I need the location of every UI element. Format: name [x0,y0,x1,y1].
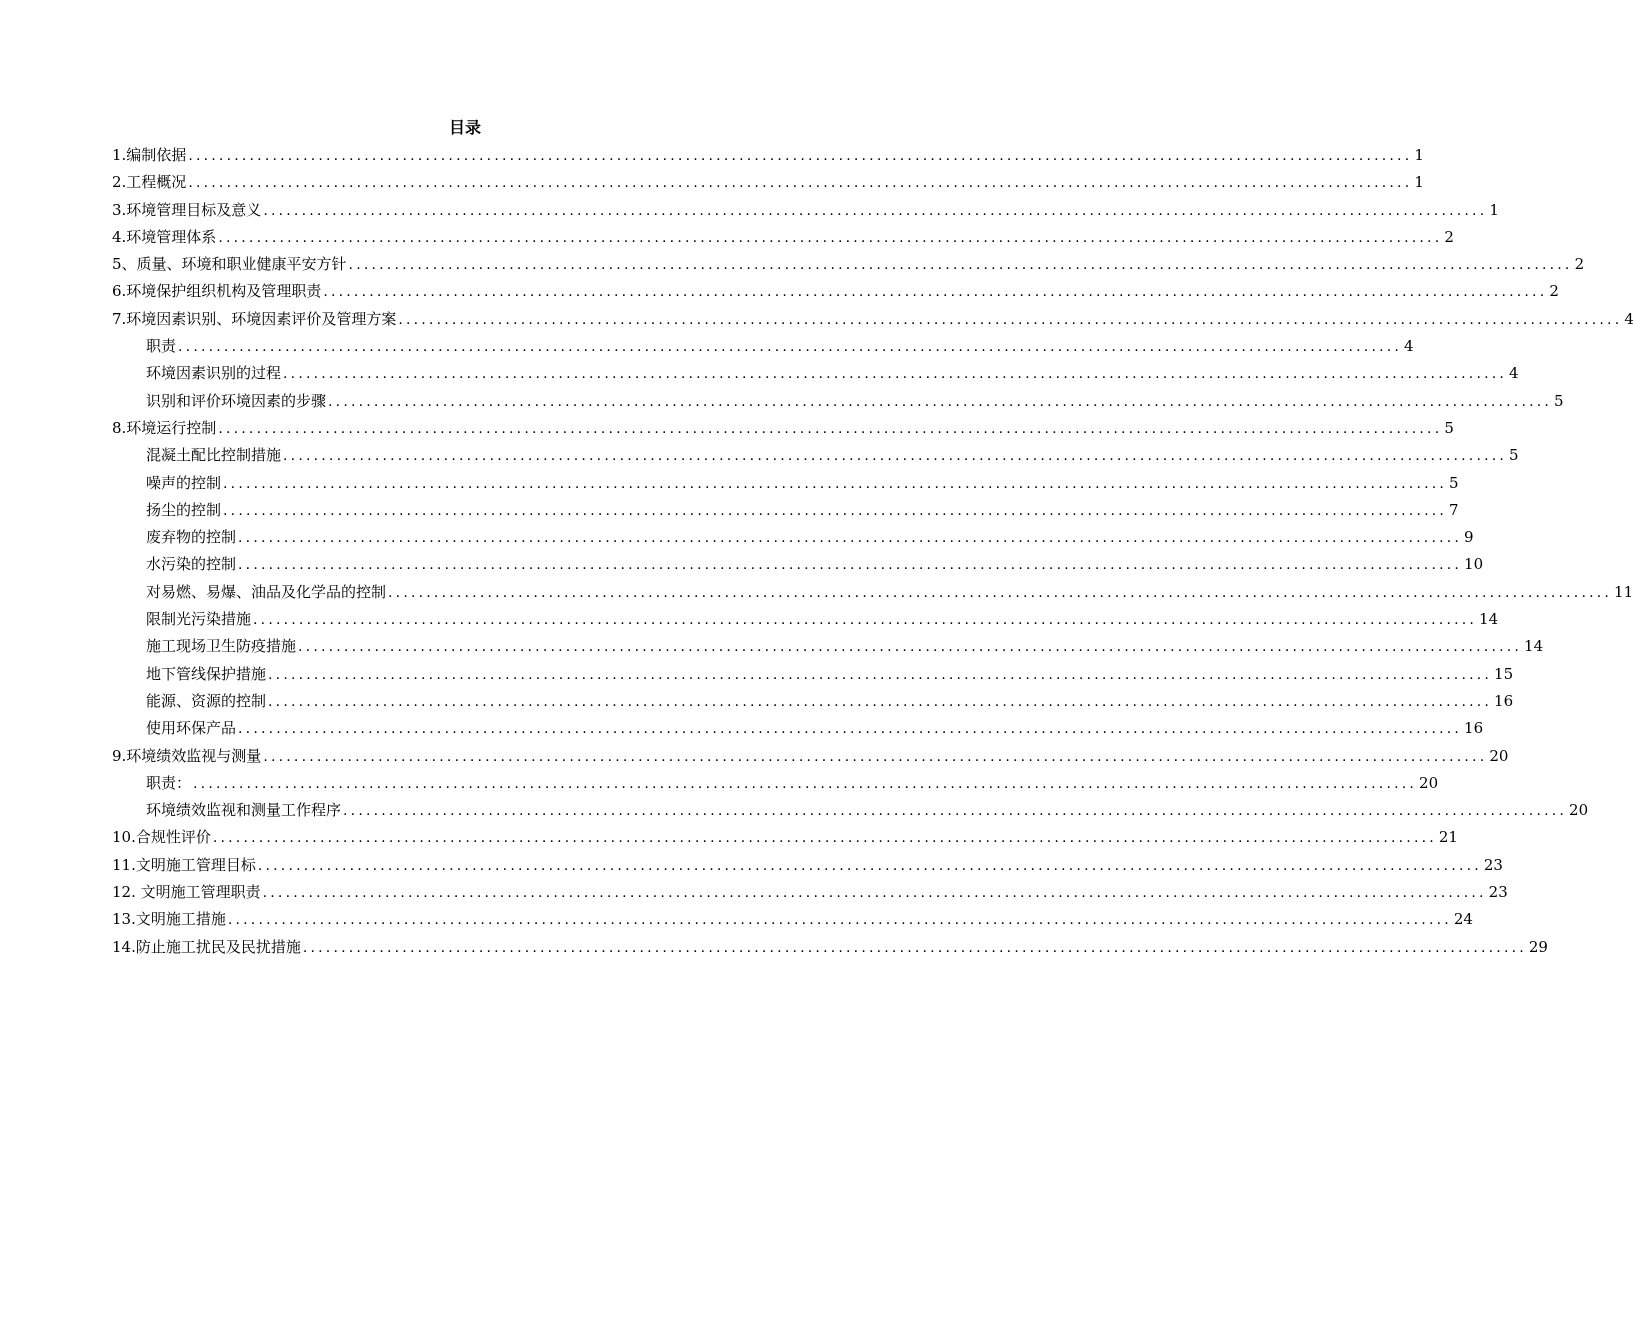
toc-entry-label: 环境绩效监视和测量工作程序 [146,801,342,820]
toc-entry-page-number: 5 [1444,418,1454,437]
toc-entry-label: 噪声的控制 [146,473,222,492]
toc-dot-leader: ................................................................................................................................................................ [328,393,1553,410]
toc-entry[interactable] [112,388,1564,415]
toc-entry-label: 废弃物的控制 [146,528,237,547]
toc-entry-label: 职责： [146,773,192,792]
toc-dot-leader: ................................................................................................................................................................ [253,612,1478,629]
toc-dot-leader: ................................................................................................................................................................ [178,339,1403,356]
toc-entry-label: 13.文明施工措施 [112,910,226,929]
toc-dot-leader: ................................................................................................................................................................ [223,502,1448,519]
toc-entry[interactable] [112,579,1634,606]
toc-dot-leader: ................................................................................................................................................................ [268,666,1493,683]
toc-entry-page-number: 4 [1404,337,1414,356]
toc-dot-leader: ................................................................................................................................................................ [218,229,1443,246]
toc-entry[interactable] [112,879,1508,906]
toc-entry-label: 扬尘的控制 [146,500,222,519]
toc-dot-leader: ................................................................................................................................................................ [212,830,1437,847]
toc-dot-leader: ................................................................................................................................................................ [238,530,1463,547]
toc-entry[interactable] [112,306,1634,333]
toc-dot-leader: ................................................................................................................................................................ [188,148,1413,164]
toc-dot-leader: ................................................................................................................................................................ [257,857,1482,874]
toc-entry-page-number: 7 [1449,500,1459,519]
toc-entry[interactable] [112,906,1473,933]
toc-entry-page-number: 24 [1453,910,1473,929]
toc-entry[interactable] [112,743,1509,770]
toc-entry[interactable] [112,633,1544,660]
toc-entry[interactable] [112,224,1454,251]
toc-entry-page-number: 4 [1624,309,1634,328]
toc-entry[interactable] [112,551,1484,578]
toc-entry-page-number: 2 [1444,227,1454,246]
toc-title: 目录 [448,118,481,137]
toc-dot-leader: ................................................................................................................................................................ [263,202,1488,219]
toc-dot-leader: ................................................................................................................................................................ [268,693,1493,710]
toc-entry-label: 6.环境保护组织机构及管理职责 [112,282,322,301]
toc-dot-leader: ................................................................................................................................................................ [262,885,1487,902]
toc-dot-leader: ................................................................................................................................................................ [348,257,1573,274]
toc-entry[interactable] [112,934,1548,961]
toc-entry-label: 4.环境管理体系 [112,227,217,246]
toc-entry-label: 10.合规性评价 [112,828,211,847]
toc-dot-leader: ................................................................................................................................................................ [223,475,1448,492]
toc-entry-label: 对易燃、易爆、油品及化学品的控制 [146,582,387,601]
toc-entry-label: 7.环境因素识别、环境因素评价及管理方案 [112,309,397,328]
toc-dot-leader: ................................................................................................................................................................ [283,366,1508,383]
toc-dot-leader: ................................................................................................................................................................ [238,721,1463,738]
toc-entry-label: 5、质量、环境和职业健康平安方针 [112,255,347,274]
table-of-contents [112,142,1634,961]
toc-entry[interactable] [112,278,1559,305]
toc-dot-leader: ................................................................................................................................................................ [188,175,1413,192]
toc-entry-page-number: 14 [1479,610,1499,629]
toc-entry-page-number: 5 [1509,446,1519,465]
toc-entry[interactable] [112,360,1519,387]
toc-dot-leader: ................................................................................................................................................................ [302,939,1527,956]
toc-entry-page-number: 10 [1464,555,1484,574]
toc-entry-page-number: 1 [1489,200,1499,219]
toc-entry-page-number: 4 [1509,364,1519,383]
toc-entry-label: 14.防止施工扰民及民扰措施 [112,937,301,956]
toc-entry-label: 12. 文明施工管理职责 [112,883,261,902]
toc-entry[interactable] [112,770,1439,797]
toc-entry-page-number: 5 [1554,391,1564,410]
toc-dot-leader: ................................................................................................................................................................ [218,420,1443,437]
toc-dot-leader: ................................................................................................................................................................ [227,912,1452,929]
toc-entry-label: 9.环境绩效监视与测量 [112,746,262,765]
toc-entry-page-number: 16 [1464,719,1484,738]
toc-entry-page-number: 9 [1464,528,1474,547]
toc-dot-leader: ................................................................................................................................................................ [323,284,1548,301]
toc-entry[interactable] [112,497,1459,524]
toc-entry-page-number: 2 [1549,282,1559,301]
toc-entry-page-number: 29 [1528,937,1548,956]
toc-entry-page-number: 11 [1614,582,1634,601]
toc-entry[interactable] [112,824,1458,851]
toc-dot-leader: ................................................................................................................................................................ [398,311,1623,328]
toc-entry-label: 使用环保产品 [146,719,237,738]
toc-entry[interactable] [112,169,1424,196]
toc-entry-page-number: 21 [1438,828,1458,847]
toc-entry-label: 职责 [146,337,177,356]
toc-entry-page-number: 14 [1524,637,1544,656]
toc-entry-page-number: 2 [1574,255,1585,274]
toc-dot-leader: ................................................................................................................................................................ [263,748,1488,765]
toc-entry[interactable] [112,251,1585,278]
toc-entry[interactable] [112,142,1424,169]
toc-entry-page-number: 23 [1488,883,1508,902]
toc-entry-page-number: 23 [1483,855,1503,874]
toc-entry-label: 施工现场卫生防疫措施 [146,637,297,656]
toc-dot-leader: ................................................................................................................................................................ [343,803,1568,820]
toc-entry-page-number: 1 [1414,173,1424,192]
toc-entry[interactable] [112,661,1514,688]
toc-entry-label: 8.环境运行控制 [112,418,217,437]
toc-entry-page-number: 16 [1494,691,1514,710]
toc-dot-leader: ................................................................................................................................................................ [193,775,1418,792]
toc-entry[interactable] [112,797,1589,824]
toc-entry[interactable] [112,715,1484,742]
toc-entry[interactable] [112,688,1514,715]
toc-entry-label: 识别和评价环境因素的步骤 [146,391,327,410]
toc-entry-label: 1.编制依据 [112,146,187,164]
toc-dot-leader: ................................................................................................................................................................ [388,584,1613,601]
toc-entry-page-number: 20 [1569,801,1589,820]
toc-entry-page-number: 15 [1494,664,1514,683]
toc-entry-label: 环境因素识别的过程 [146,364,282,383]
toc-entry-label: 地下管线保护措施 [146,664,267,683]
toc-entry-label: 混凝土配比控制措施 [146,446,282,465]
toc-dot-leader: ................................................................................................................................................................ [283,448,1508,465]
toc-entry[interactable] [112,415,1454,442]
toc-dot-leader: ................................................................................................................................................................ [298,639,1523,656]
toc-entry[interactable] [112,333,1414,360]
toc-entry[interactable] [112,470,1459,497]
toc-entry-label: 3.环境管理目标及意义 [112,200,262,219]
toc-entry-page-number: 20 [1489,746,1509,765]
toc-entry-label: 11.文明施工管理目标 [112,855,256,874]
toc-entry-page-number: 1 [1414,146,1424,164]
toc-entry-label: 能源、资源的控制 [146,691,267,710]
toc-entry-label: 限制光污染措施 [146,610,252,629]
toc-entry-label: 2.工程概况 [112,173,187,192]
toc-entry-page-number: 20 [1419,773,1439,792]
toc-entry[interactable] [112,442,1519,469]
toc-entry[interactable] [112,852,1503,879]
toc-entry-page-number: 5 [1449,473,1459,492]
toc-entry-label: 水污染的控制 [146,555,237,574]
toc-dot-leader: ................................................................................................................................................................ [238,557,1463,574]
toc-entry[interactable] [112,606,1499,633]
toc-entry[interactable] [112,197,1499,224]
toc-entry[interactable] [112,524,1474,551]
